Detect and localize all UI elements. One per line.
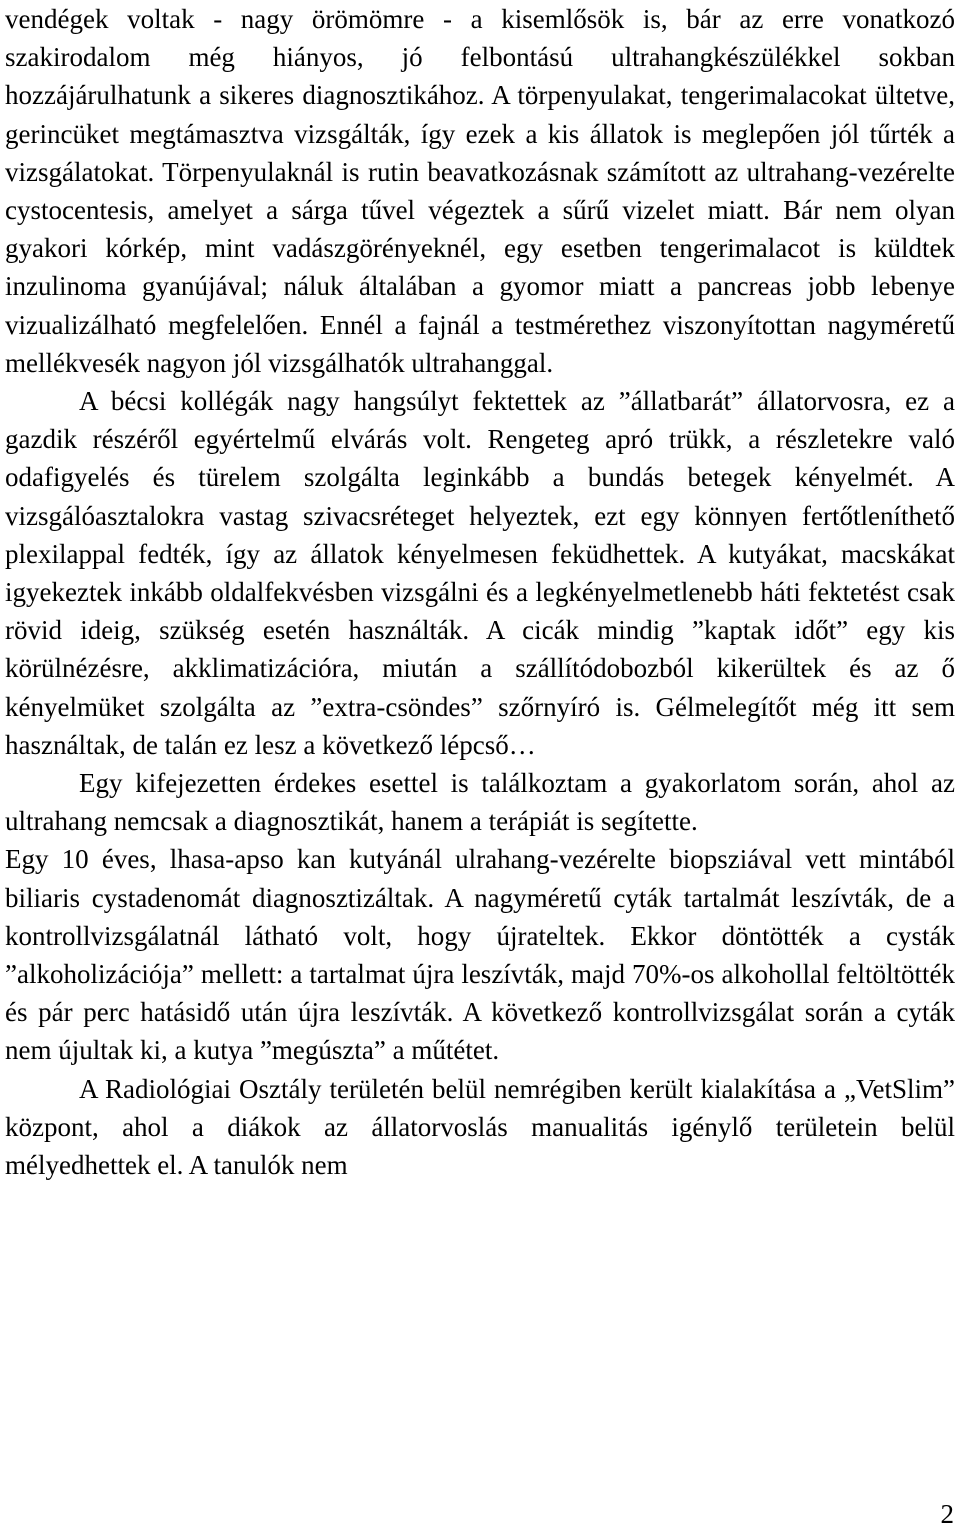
paragraph-interesting-case-intro: Egy kifejezetten érdekes esettel is találkoztam a gyakorlatom során, ahol az ultrahang nemcsak a diagnosztikát, hanem a terápiát is segítette. bbox=[5, 768, 955, 837]
paragraph-exotic-animals: vendégek voltak - nagy örömömre - a kisemlősök is, bár az erre vonatkozó szakirodalom még hiányos, jó felbontású ultrahangkészülékkel sokban hozzájárulhatunk a sikeres diagnosztikához. A törpenyulakat, tengerimalacokat ültetve, gerincüket megtámasztva vizsgálták, így ezek a kis állatok is meglepően jól tűrték a vizsgálatokat. Törpenyulaknál is rutin beavatkozásnak számított az ultrahang-vezérelte cystocentesis, amelyet a sárga tűvel végeztek a sűrű vizelet miatt. Bár nem olyan gyakori kórkép, mint vadászgörényeknél, egy esetben tengerimalacot is küldtek inzulinoma gyanújával; náluk általában a gyomor miatt a pancreas jobb lebenye vizualizálható megfelelően. Ennél a fajnál a testmérethez viszonyítottan nagyméretű mellékvesék nagyon jól vizsgálhatók ultrahanggal. bbox=[5, 4, 955, 378]
paragraph-lhasa-apso-case: Egy 10 éves, lhasa-apso kan kutyánál ulrahang-vezérelte biopsziával vett mintából biliaris cystadenomát diagnosztizáltak. A nagyméretű cyták tartalmát leszívták, de a kontrollvizsgálatnál látható volt, hogy újrateltek. Ekkor döntötték a cysták ”alkoholizációja” mellett: a tartalmat újra leszívták, majd 70%-os alkohollal feltöltötték és pár perc hatásidő után újra leszívták. A következő kontrollvizsgálat során a cyták nem újultak ki, a kutya ”megúszta” a műtétet. bbox=[5, 844, 955, 1066]
document-page bbox=[5, 0, 955, 1184]
paragraph-vetslim-center: A Radiológiai Osztály területén belül nemrégiben került kialakítása a „VetSlim” központ, ahol a diákok az állatorvoslás manualitás igénylő területein belül mélyedhettek el. A tanulók nem bbox=[5, 1073, 955, 1181]
paragraph-animal-friendly-vet: A bécsi kollégák nagy hangsúlyt fektettek az ”állatbarát” állatorvosra, ez a gazdik részéről egyértelmű elvárás volt. Rengeteg apró trükk, a részletekre való odafigyelés és türelem szolgálta leginkább a bundás betegek kényelmét. A vizsgálóasztalokra vastag szivacsréteget helyeztek, ezt egy könnyen fertőtleníthető plexilappal fedték, így az állatok kényelmesen feküdhettek. A kutyákat, macskákat igyekeztek inkább oldalfekvésben vizsgálni és a legkényelmetlenebb háti fektetést csak rövid ideig, szükség esetén használták. A cicák mindig ”kaptak időt” egy kis körülnézésre, akklimatizációra, miután a szállítódobozból kikerültek és az ő kényelmüket szolgálta az ”extra-csöndes” szőrnyíró is. Gélmelegítőt még itt sem használtak, de talán ez lesz a következő lépcső… bbox=[5, 386, 955, 760]
page-number: 2 bbox=[940, 1499, 954, 1529]
